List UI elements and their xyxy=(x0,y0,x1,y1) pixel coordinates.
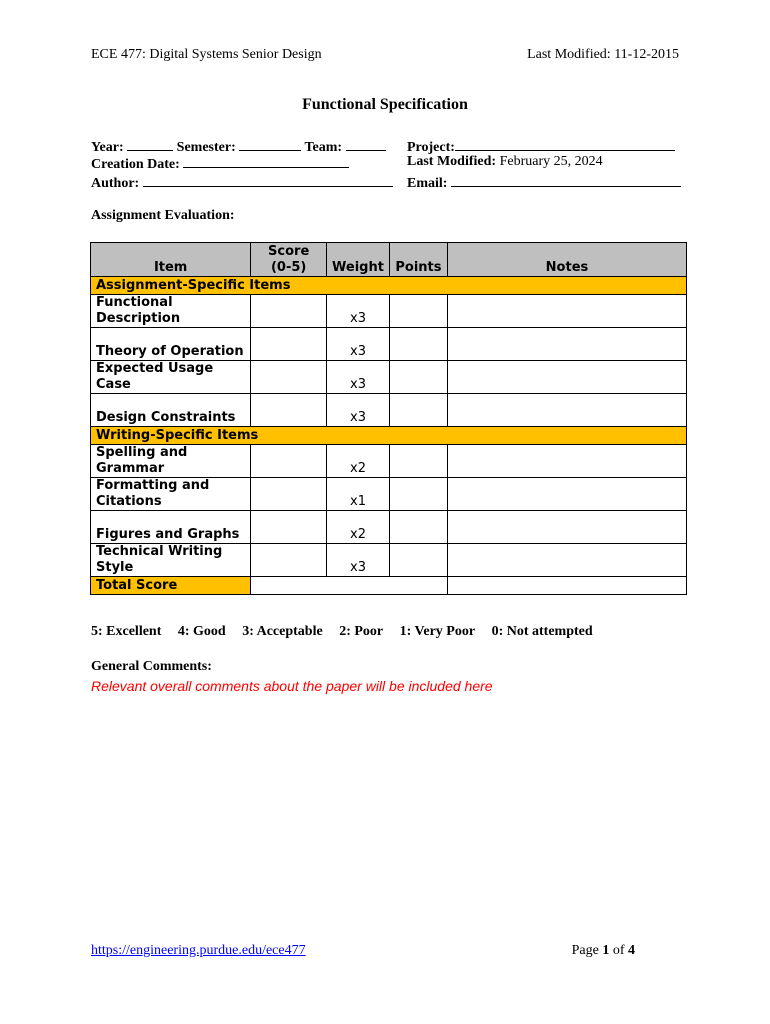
notes-cell[interactable] xyxy=(447,394,686,427)
header-course: ECE 477: Digital Systems Senior Design xyxy=(91,47,322,62)
header-notes: Notes xyxy=(447,243,686,277)
notes-cell[interactable] xyxy=(447,328,686,361)
weight-cell: x3 xyxy=(327,544,390,577)
table-row xyxy=(91,478,687,511)
total-notes-cell[interactable] xyxy=(447,577,686,595)
scale-item: 1: Very Poor xyxy=(399,624,476,639)
evaluation-table xyxy=(90,242,687,595)
scale-item: 5: Excellent xyxy=(91,624,162,639)
weight-cell: x3 xyxy=(327,394,390,427)
notes-cell[interactable] xyxy=(447,295,686,328)
table-row xyxy=(91,544,687,577)
points-cell[interactable] xyxy=(389,478,447,511)
author-label: Author: xyxy=(91,176,140,191)
score-cell[interactable] xyxy=(251,544,327,577)
table-row xyxy=(91,511,687,544)
points-cell[interactable] xyxy=(389,295,447,328)
project-field[interactable] xyxy=(455,137,675,151)
score-cell[interactable] xyxy=(251,328,327,361)
general-comments-note: Relevant overall comments about the paper will be included here xyxy=(91,678,493,694)
item-cell: Formatting and Citations xyxy=(91,478,251,511)
creation-date-field[interactable] xyxy=(183,154,349,168)
semester-field[interactable] xyxy=(239,137,301,151)
last-modified-row xyxy=(407,154,603,170)
team-field[interactable] xyxy=(346,137,386,151)
table-row xyxy=(91,445,687,478)
general-comments-label: General Comments: xyxy=(91,659,212,674)
weight-cell: x2 xyxy=(327,445,390,478)
item-cell: Expected Usage Case xyxy=(91,361,251,394)
info-row-3 xyxy=(91,173,393,192)
notes-cell[interactable] xyxy=(447,478,686,511)
scale-item: 2: Poor xyxy=(339,624,384,639)
creation-date-label: Creation Date: xyxy=(91,157,180,172)
item-cell: Functional Description xyxy=(91,295,251,328)
notes-cell[interactable] xyxy=(447,361,686,394)
item-cell: Design Constraints xyxy=(91,394,251,427)
year-label: Year: xyxy=(91,140,124,155)
page-total: 4 xyxy=(628,943,635,958)
score-cell[interactable] xyxy=(251,445,327,478)
page-of: of xyxy=(609,943,628,958)
points-cell[interactable] xyxy=(389,445,447,478)
points-cell[interactable] xyxy=(389,544,447,577)
table-row xyxy=(91,328,687,361)
score-cell[interactable] xyxy=(251,361,327,394)
table-row xyxy=(91,361,687,394)
header-last-modified: Last Modified: 11-12-2015 xyxy=(527,47,679,62)
header-points: Points xyxy=(389,243,447,277)
semester-label: Semester: xyxy=(176,140,236,155)
scale-item: 4: Good xyxy=(177,624,226,639)
category-row xyxy=(91,427,687,445)
last-modified-label: Last Modified: xyxy=(407,154,497,169)
last-modified-value: February 25, 2024 xyxy=(499,154,603,169)
email-field[interactable] xyxy=(451,173,681,187)
notes-cell[interactable] xyxy=(447,544,686,577)
total-score-label: Total Score xyxy=(91,577,251,595)
score-cell[interactable] xyxy=(251,295,327,328)
score-cell[interactable] xyxy=(251,478,327,511)
item-cell: Technical Writing Style xyxy=(91,544,251,577)
scale-item: 3: Acceptable xyxy=(242,624,323,639)
category-label: Writing-Specific Items xyxy=(91,427,687,445)
header-weight: Weight xyxy=(327,243,390,277)
total-score-row xyxy=(91,577,687,595)
page-prefix: Page xyxy=(571,943,603,958)
header-score: Score (0-5) xyxy=(251,243,327,277)
page-number xyxy=(572,943,635,959)
weight-cell: x3 xyxy=(327,295,390,328)
weight-cell: x3 xyxy=(327,328,390,361)
info-row-2 xyxy=(91,154,349,173)
header-item: Item xyxy=(91,243,251,277)
category-label: Assignment-Specific Items xyxy=(91,277,687,295)
email-label: Email: xyxy=(407,176,448,191)
table-row xyxy=(91,295,687,328)
table-header-row xyxy=(91,243,687,277)
points-cell[interactable] xyxy=(389,394,447,427)
item-cell: Spelling and Grammar xyxy=(91,445,251,478)
team-label: Team: xyxy=(304,140,343,155)
footer-url-link[interactable]: https://engineering.purdue.edu/ece477 xyxy=(91,943,306,958)
item-cell: Figures and Graphs xyxy=(91,511,251,544)
item-cell: Theory of Operation xyxy=(91,328,251,361)
weight-cell: x3 xyxy=(327,361,390,394)
scale-item: 0: Not attempted xyxy=(491,624,593,639)
page-title: Functional Specification xyxy=(302,96,468,113)
email-row xyxy=(407,173,681,192)
total-score-cell[interactable] xyxy=(251,577,448,595)
weight-cell: x2 xyxy=(327,511,390,544)
notes-cell[interactable] xyxy=(447,445,686,478)
project-label: Project: xyxy=(407,140,455,155)
page-current: 1 xyxy=(602,943,610,958)
score-cell[interactable] xyxy=(251,394,327,427)
author-field[interactable] xyxy=(143,173,393,187)
points-cell[interactable] xyxy=(389,328,447,361)
points-cell[interactable] xyxy=(389,361,447,394)
grading-scale xyxy=(91,624,606,640)
table-row xyxy=(91,394,687,427)
score-cell[interactable] xyxy=(251,511,327,544)
category-row xyxy=(91,277,687,295)
notes-cell[interactable] xyxy=(447,511,686,544)
weight-cell: x1 xyxy=(327,478,390,511)
assignment-evaluation-label: Assignment Evaluation: xyxy=(91,208,235,223)
points-cell[interactable] xyxy=(389,511,447,544)
year-field[interactable] xyxy=(127,137,173,151)
